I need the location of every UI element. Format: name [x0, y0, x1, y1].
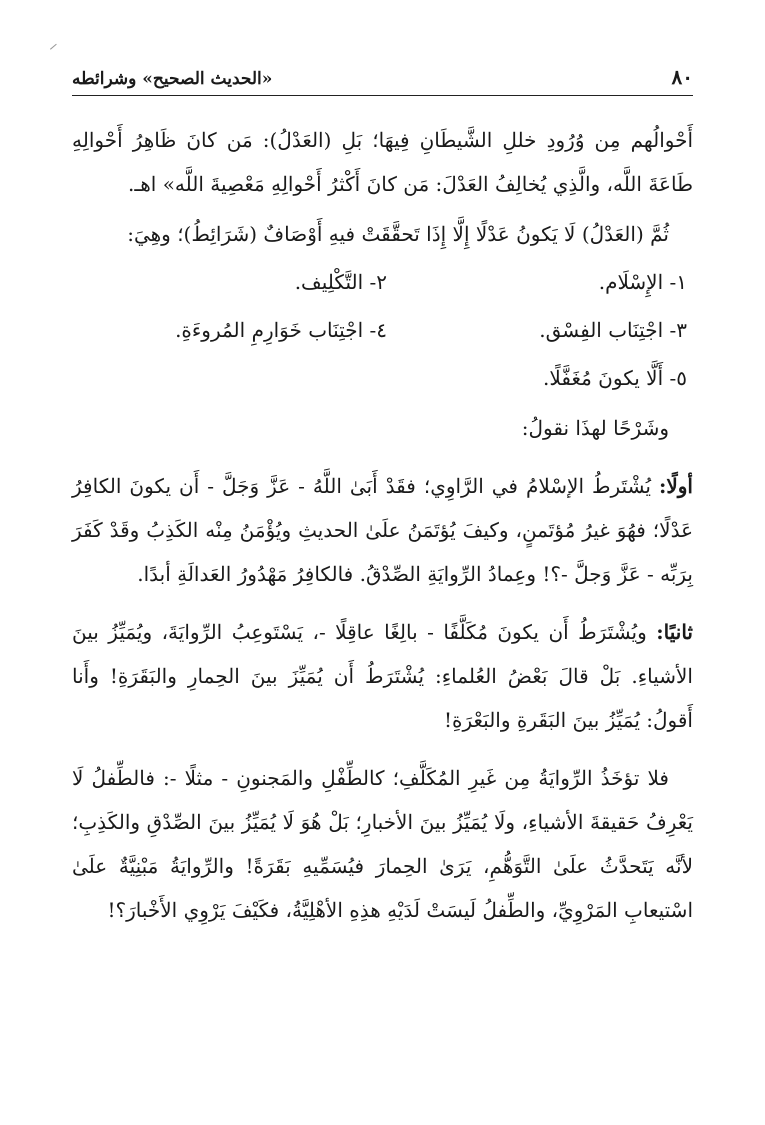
second-condition-label: ثانيًا:: [656, 620, 693, 644]
paragraph-explanation-intro: وشَرْحًا لهذَا نقولُ:: [521, 416, 669, 440]
condition-item-1: ١- الإِسْلَام.: [598, 270, 687, 294]
page-header: [72, 60, 693, 96]
condition-item-3: ٣- اجْتِنَاب الفِسْق.: [539, 318, 687, 342]
conditions-row-2: [72, 308, 693, 352]
first-condition-label: أولًا:: [658, 474, 693, 498]
condition-item-4: ٤- اجْتِنَاب خَوَارِمِ المُروءَةِ.: [175, 318, 387, 342]
second-condition-text: ويُشْتَرَطُ أَن يكونَ مُكَلَّفًا - بالِغًا عاقِلًا -، يَسْتَوعِبُ الرِّوايَةَ، ويُمَيِّزُ بينَ الأشياءِ. بَلْ قالَ بَعْضُ العُلماءِ: يُشْتَرَطُ أَن يُمَيِّزَ بينَ الحِمارِ والبَقَرَةِ! وأَنا أَقولُ: يُمَيِّزُ بينَ البَقَرةِ والبَعْرَةِ!: [72, 620, 693, 732]
paragraph-conditions-intro: ثُمَّ (العَدْلُ) لَا يَكونُ عَدْلًا إِلَّا إِذَا تَحقَّقَتْ فيهِ أَوْصَافٌ (شَرَائِطُ)؛ وهِيَ:: [127, 222, 669, 246]
paragraph-child-example: فلا تؤخَذُ الرِّوايَةُ مِن غَيرِ المُكَلَّفِ؛ كالطِّفْلِ والمَجنونِ - مثلًا -: فالطِّفلُ لَا يَعْرِفُ حَقيقةَ الأشياءِ، ولَا يُمَيِّزُ بينَ الأخبارِ؛ بَلْ هُوَ لَا يُمَيِّزُ بينَ الصِّدْقِ والكَذِبِ؛ لأنَّه يَتَحدَّثُ علَىٰ التَّوَهُّمِ، يَرَىٰ الحِمارَ فيُسَمِّيهِ بَقَرَةً! والرِّوايَةُ مَبْنِيَّةٌ علَىٰ اسْتيعابِ المَرْوِيِّ، والطِّفلُ لَيسَتْ لَدَيْهِ هذِهِ الأهْلِيَّةُ، فكَيْفَ يَرْوِي الأَخْبارَ؟!: [72, 766, 693, 922]
paragraph-continuation: أَحْوالُهم مِن وُرُودِ خللِ الشَّيطَانِ فِيهَا؛ بَلِ (العَدْلُ): مَن كانَ ظَاهِرُ أَحْوالِهِ طَاعَةَ اللَّه، والَّذِي يُخالِفُ العَدْلَ: مَن كانَ أَكْثرُ أَحْوالِهِ مَعْصِيةَ اللَّه» اهـ.: [72, 128, 693, 196]
running-title: «الحديث الصحيح» وشرائطه: [72, 69, 273, 89]
page-body: [72, 118, 693, 932]
condition-item-2: ٢- التَّكْلِيف.: [294, 270, 387, 294]
page-number: ٨٠: [671, 65, 693, 89]
conditions-row-3: [72, 356, 693, 400]
paragraph-second-condition: [72, 610, 693, 742]
conditions-row-1: [72, 260, 693, 304]
margin-mark: [50, 44, 58, 51]
first-condition-text: يُشْتَرطُ الإسْلامُ في الرَّاوِي؛ فقَدْ أَبَىٰ اللَّهُ - عَزَّ وَجَلَّ - أَن يكونَ الكافِرُ عَدْلًا؛ فهُوَ غيرُ مُؤتَمنٍ، وكيفَ يُؤتَمَنُ علَىٰ الحديثِ ويُؤْمَنُ مِنْه الكَذِبُ وقَدْ كَفَرَ بِرَبِّه - عَزَّ وَجلَّ -؟! وعِمادُ الرِّوايَةِ الصِّدْقُ. فالكافِرُ مَهْدُورُ العَدالَةِ أبدًا.: [72, 474, 693, 586]
paragraph-first-condition: [72, 464, 693, 596]
condition-item-5: ٥- أَلَّا يكونَ مُغَفَّلًا.: [543, 366, 687, 390]
